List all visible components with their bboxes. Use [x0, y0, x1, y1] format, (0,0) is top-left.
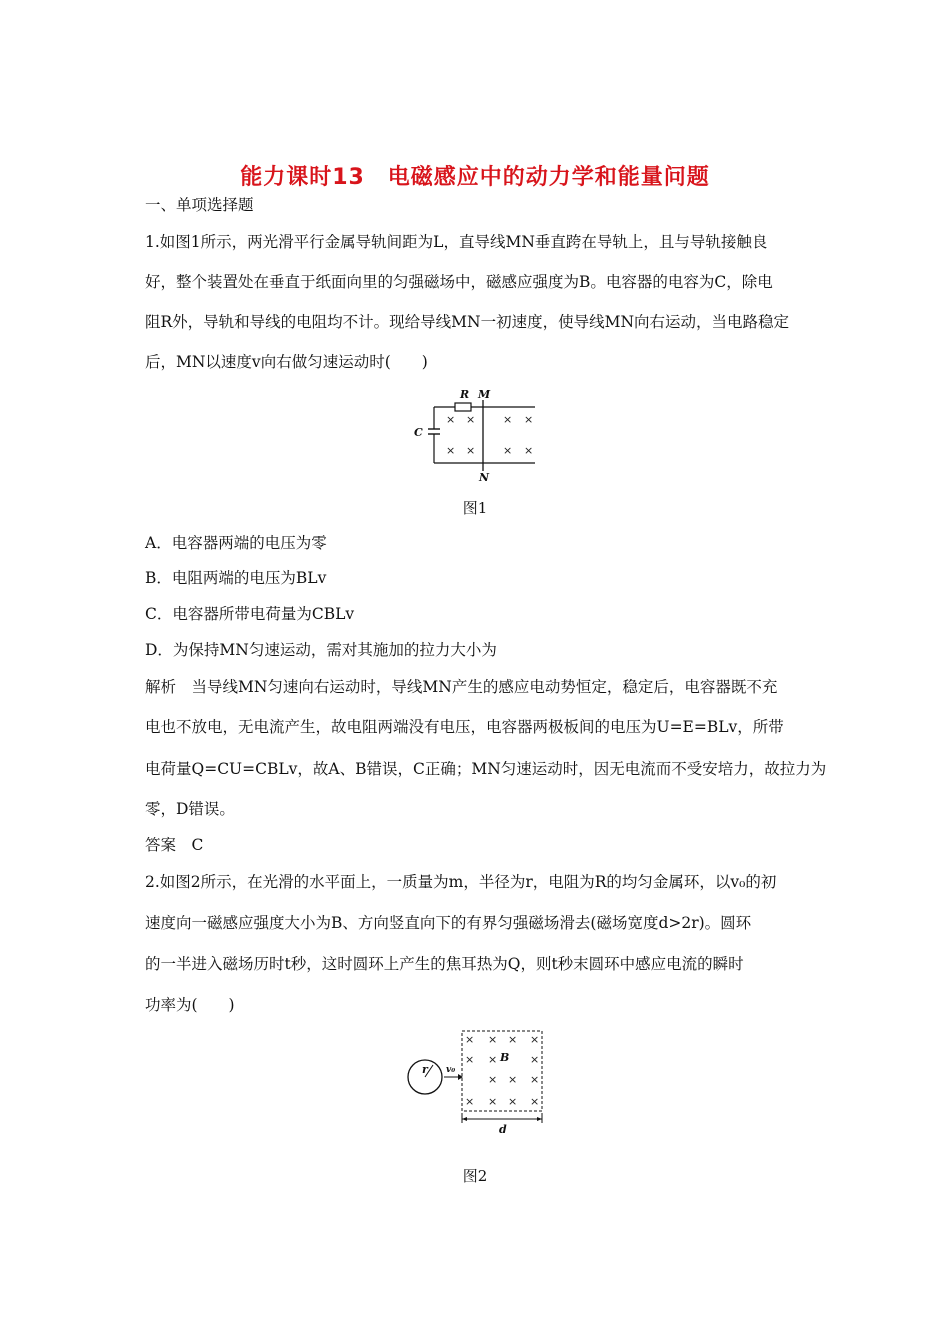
figure-1-circuit: [410, 385, 545, 485]
field-cross: ×: [465, 1033, 475, 1046]
field-cross: ×: [530, 1095, 540, 1108]
label-n: N: [479, 471, 490, 484]
field-cross: ×: [508, 1095, 518, 1108]
figure-2-ring-and-field: [400, 1025, 550, 1135]
label-v0: v₀: [446, 1065, 456, 1075]
q1-option-b: B．电阻两端的电压为BLv: [145, 569, 327, 587]
field-cross: ×: [446, 413, 456, 426]
label-d: d: [499, 1123, 507, 1135]
field-cross: ×: [508, 1033, 518, 1046]
field-cross: ×: [488, 1033, 498, 1046]
field-cross: ×: [503, 444, 513, 457]
label-r: r: [422, 1063, 428, 1076]
q1-option-c: C．电容器所带电荷量为CBLv: [145, 605, 355, 623]
q2-line-4: 功率为( ): [145, 996, 235, 1014]
field-cross: ×: [488, 1073, 498, 1086]
label-c: C: [414, 426, 423, 439]
q1-line-1: 1.如图1所示，两光滑平行金属导轨间距为L，直导线MN垂直跨在导轨上，且与导轨接触良: [145, 233, 768, 251]
field-cross: ×: [503, 413, 513, 426]
q1-line-3: 阻R外，导轨和导线的电阻均不计。现给导线MN一初速度，使导线MN向右运动，当电路稳定: [145, 313, 790, 331]
q1-line-4: 后，MN以速度v向右做匀速运动时( ): [145, 353, 428, 371]
q2-line-3: 的一半进入磁场历时t秒，这时圆环上产生的焦耳热为Q，则t秒末圆环中感应电流的瞬时: [145, 955, 744, 973]
q2-line-2: 速度向一磁感应强度大小为B、方向竖直向下的有界匀强磁场滑去(磁场宽度d>2r)。圆环: [145, 914, 752, 932]
q1-answer: 答案 C: [145, 836, 204, 854]
page-title: 能力课时13 电磁感应中的动力学和能量问题: [240, 165, 710, 190]
field-cross: ×: [488, 1095, 498, 1108]
field-cross: ×: [530, 1033, 540, 1046]
q1-analysis-line-3: 电荷量Q=CU=CBLv，故A、B错误，C正确；MN匀速运动时，因无电流而不受安培力，故拉力为: [145, 760, 827, 778]
resistor-symbol: [455, 403, 471, 411]
section-heading: 一、单项选择题: [145, 196, 254, 214]
q1-analysis-line-1: 解析 当导线MN匀速向右运动时，导线MN产生的感应电动势恒定，稳定后，电容器既不充: [145, 678, 778, 696]
field-cross: ×: [465, 1053, 475, 1066]
figure-1-caption: 图1: [462, 499, 488, 517]
q1-line-2: 好，整个装置处在垂直于纸面向里的匀强磁场中，磁感应强度为B。电容器的电容为C，除电: [145, 273, 773, 291]
field-cross: ×: [508, 1073, 518, 1086]
field-cross: ×: [530, 1053, 540, 1066]
field-cross: ×: [530, 1073, 540, 1086]
field-cross: ×: [465, 1095, 475, 1108]
field-cross: ×: [524, 413, 534, 426]
label-r: R: [460, 388, 470, 401]
field-cross: ×: [524, 444, 534, 457]
field-cross: ×: [466, 444, 476, 457]
label-m: M: [478, 388, 491, 401]
q1-option-d: D．为保持MN匀速运动，需对其施加的拉力大小为: [145, 641, 497, 659]
q1-analysis-line-4: 零，D错误。: [145, 800, 235, 818]
q1-analysis-line-2: 电也不放电，无电流产生，故电阻两端没有电压，电容器两极板间的电压为U=E=BLv，所带: [145, 718, 784, 736]
field-cross: ×: [466, 413, 476, 426]
field-cross: ×: [446, 444, 456, 457]
field-cross: ×: [488, 1053, 498, 1066]
q2-line-1: 2.如图2所示，在光滑的水平面上，一质量为m，半径为r，电阻为R的均匀金属环，以v₀的初: [145, 873, 777, 891]
q1-option-a: A．电容器两端的电压为零: [145, 534, 327, 552]
figure-2-caption: 图2: [462, 1167, 488, 1185]
label-b: B: [500, 1051, 510, 1064]
